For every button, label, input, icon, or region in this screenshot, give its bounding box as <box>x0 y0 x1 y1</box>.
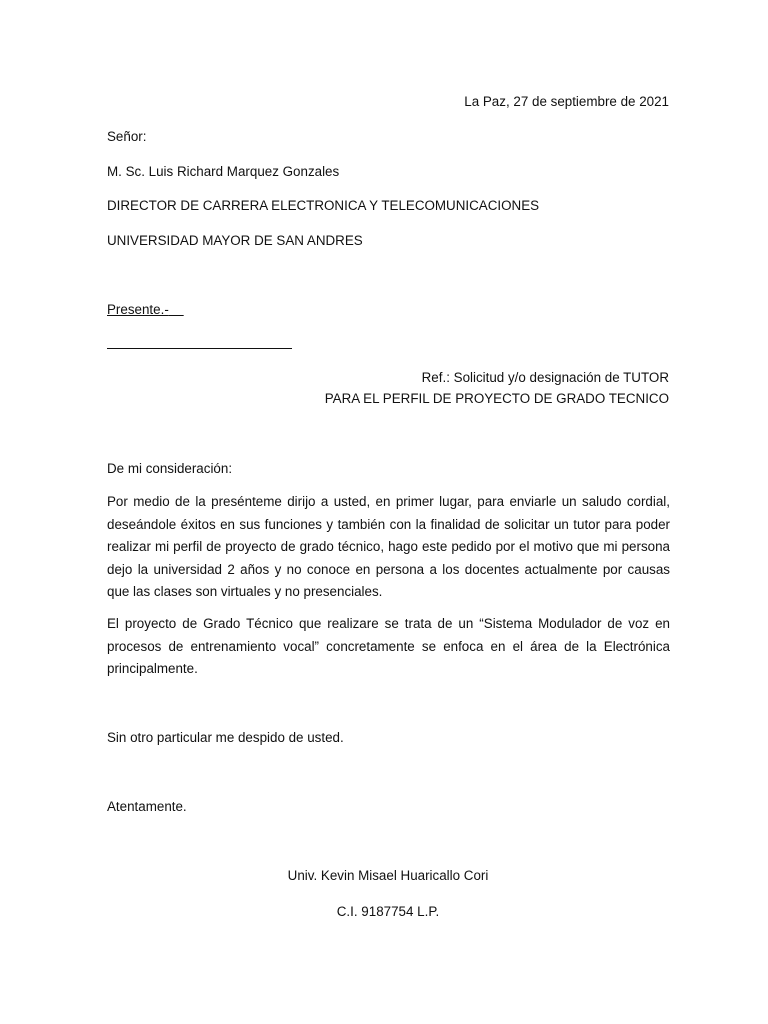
farewell: Atentamente. <box>107 799 187 814</box>
presente-text: Presente.- <box>107 302 169 317</box>
greeting: De mi consideración: <box>107 461 233 476</box>
closing-line: Sin otro particular me despido de usted. <box>107 730 344 745</box>
presente-label <box>107 301 184 318</box>
reference-line-1: Ref.: Solicitud y/o designación de TUTOR <box>421 370 669 385</box>
signer-id: C.I. 9187754 L.P. <box>336 904 440 919</box>
body-paragraph-2: El proyecto de Grado Técnico que realizare se trata de un “Sistema Modulador de voz en procesos de entrenamiento vocal” concretamente se enfoca en el área de la Electrónica principalmente. <box>107 616 670 676</box>
salutation-title: Señor: <box>107 129 147 144</box>
place-date: La Paz, 27 de septiembre de 2021 <box>464 94 669 109</box>
separator-rule <box>107 348 292 349</box>
recipient-position: DIRECTOR DE CARRERA ELECTRONICA Y TELECOMUNICACIONES <box>107 198 540 213</box>
signer-name: Univ. Kevin Misael Huaricallo Cori <box>287 868 489 883</box>
recipient-name: M. Sc. Luis Richard Marquez Gonzales <box>107 164 340 179</box>
reference-line-2: PARA EL PERFIL DE PROYECTO DE GRADO TECNICO <box>324 391 669 406</box>
body-paragraph-1: Por medio de la presénteme dirijo a usted, en primer lugar, para enviarle un saludo cordial, deseándole éxitos en sus funciones y también con la finalidad de solicitar un tutor para poder realizar mi perfil de proyecto de grado técnico, hago este pedido por el motivo que mi persona dejo la universidad 2 años y no conoce en persona a los docentes actualmente por causas que las clases son virtuales y no presenciales. <box>107 494 670 599</box>
recipient-institution: UNIVERSIDAD MAYOR DE SAN ANDRES <box>107 233 363 248</box>
